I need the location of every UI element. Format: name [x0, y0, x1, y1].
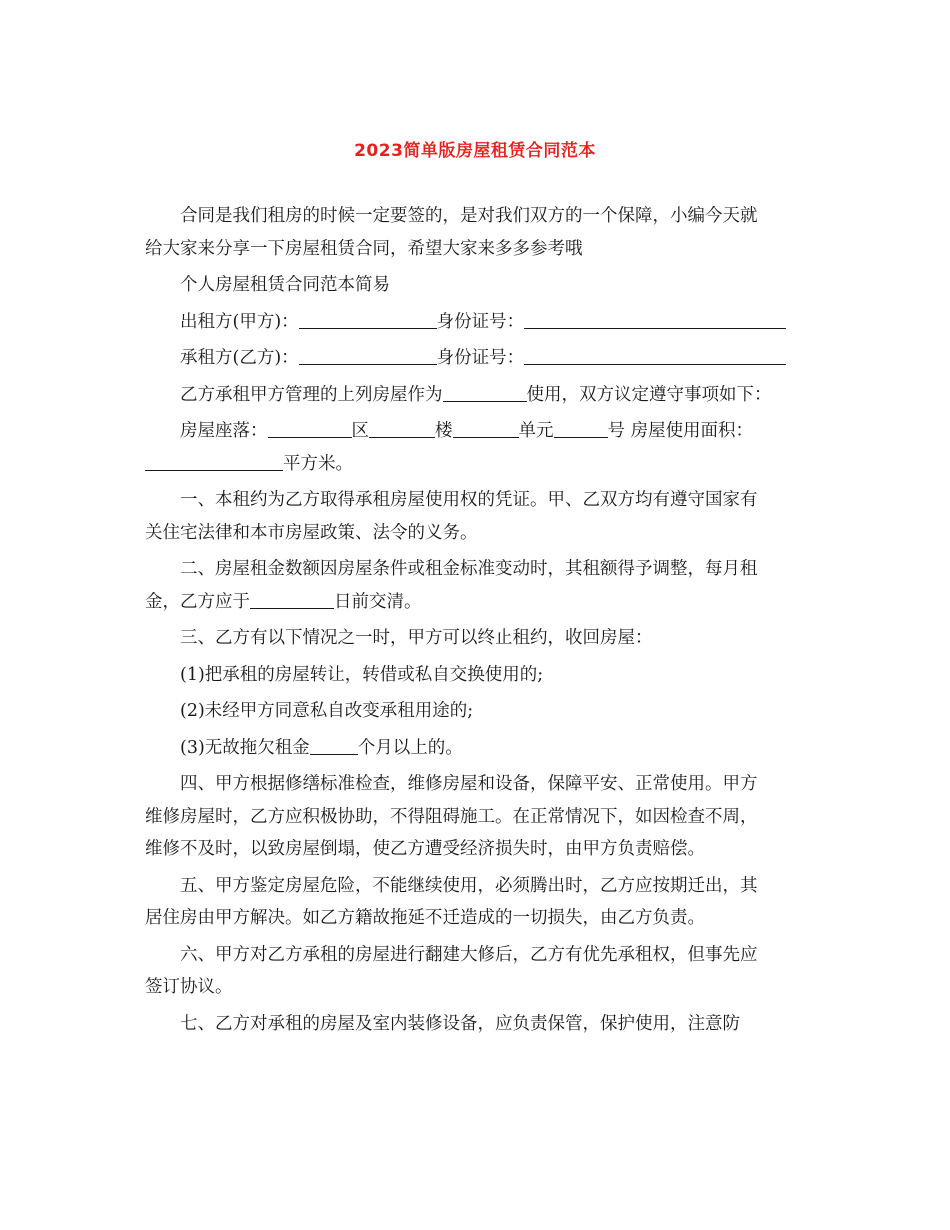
unit-blank	[453, 419, 519, 438]
unit-label: 单元	[518, 421, 554, 441]
clause-4-line-1: 四、甲方根据修缮标准检查，维修房屋和设备，保障平安、正常使用。甲方	[180, 774, 758, 794]
usage-blank	[443, 383, 527, 402]
arrears-months-blank	[310, 736, 358, 755]
clause-1-line-1: 一、本租约为乙方取得承租房屋使用权的凭证。甲、乙双方均有遵守国家有	[180, 490, 758, 510]
clause-3-item-2: (2)未经甲方同意私自改变承租用途的;	[180, 701, 474, 721]
clause-6-line-1: 六、甲方对乙方承租的房屋进行翻建大修后，乙方有优先承租权，但事先应	[180, 944, 758, 965]
clause-2-text-b: 日前交清。	[334, 591, 422, 612]
location-label: 房屋座落：	[180, 421, 268, 441]
area-blank	[145, 452, 283, 471]
building-label: 楼	[435, 421, 453, 441]
district-label: 区	[351, 421, 369, 441]
intro-line-2: 给大家来分享一下房屋租赁合同，希望大家来多多参考哦	[145, 238, 583, 259]
lessee-name-blank	[299, 346, 437, 365]
clause-2-line-2	[145, 586, 810, 619]
sqm-label: 平方米。	[283, 453, 353, 474]
lessor-id-blank	[524, 310, 786, 329]
intro-line-1: 合同是我们租房的时候一定要签的，是对我们双方的一个保障，小编今天就	[180, 206, 758, 226]
clause-4-line-2: 维修房屋时，乙方应积极协助，不得阻碍施工。在正常情况下，如因检查不周，	[145, 806, 758, 827]
number-area-label: 号 房屋使用面积：	[607, 421, 754, 441]
lessee-line	[145, 342, 810, 375]
district-blank	[268, 419, 352, 438]
usage-text-b: 使用，双方议定遵守事项如下：	[526, 384, 772, 405]
location-line	[145, 415, 810, 448]
document-body	[145, 200, 810, 1040]
clause-2-text-a: 金，乙方应于	[145, 591, 250, 612]
clause-3: 三、乙方有以下情况之一时，甲方可以终止租约，收回房屋：	[180, 628, 653, 648]
lessee-label: 承租方(乙方)：	[180, 348, 299, 368]
payment-day-blank	[250, 590, 334, 609]
item-3-text-a: (3)无故拖欠租金	[180, 737, 310, 758]
lessor-line	[145, 306, 810, 339]
clause-5-line-2: 居住房由甲方解决。如乙方籍故拖延不迁造成的一切损失，由乙方负责。	[145, 908, 705, 928]
item-3-text-b: 个月以上的。	[357, 737, 463, 758]
clause-4-line-3: 维修不及时，以致房屋倒塌，使乙方遭受经济损失时，由甲方负责赔偿。	[145, 839, 705, 859]
clause-5-line-1: 五、甲方鉴定房屋危险，不能继续使用，必须腾出时，乙方应按期迁出，其	[180, 875, 758, 896]
area-line	[145, 448, 810, 481]
clause-6-line-2: 签订协议。	[145, 977, 233, 997]
clause-3-item-3	[145, 732, 810, 765]
lessee-id-label: 身份证号：	[436, 348, 525, 368]
number-blank	[554, 419, 608, 438]
lessor-name-blank	[299, 310, 437, 329]
clause-2-line-1: 二、房屋租金数额因房屋条件或租金标准变动时，其租额得予调整，每月租	[180, 559, 758, 579]
clause-1-line-2: 关住宅法律和本市房屋政策、法令的义务。	[145, 522, 478, 543]
usage-text-a: 乙方承租甲方管理的上列房屋作为	[180, 384, 443, 405]
usage-line	[145, 379, 810, 412]
clause-3-item-1: (1)把承租的房屋转让，转借或私自交换使用的;	[180, 664, 544, 685]
lessor-id-label: 身份证号：	[436, 311, 525, 332]
building-blank	[369, 419, 435, 438]
lessor-label: 出租方(甲方)：	[180, 311, 299, 332]
subtitle: 个人房屋租赁合同范本简易	[180, 275, 390, 295]
clause-7-line-1: 七、乙方对承租的房屋及室内装修设备，应负责保管，保护使用，注意防	[180, 1013, 740, 1034]
lessee-id-blank	[524, 346, 786, 365]
document-title: 2023简单版房屋租赁合同范本	[354, 141, 596, 161]
